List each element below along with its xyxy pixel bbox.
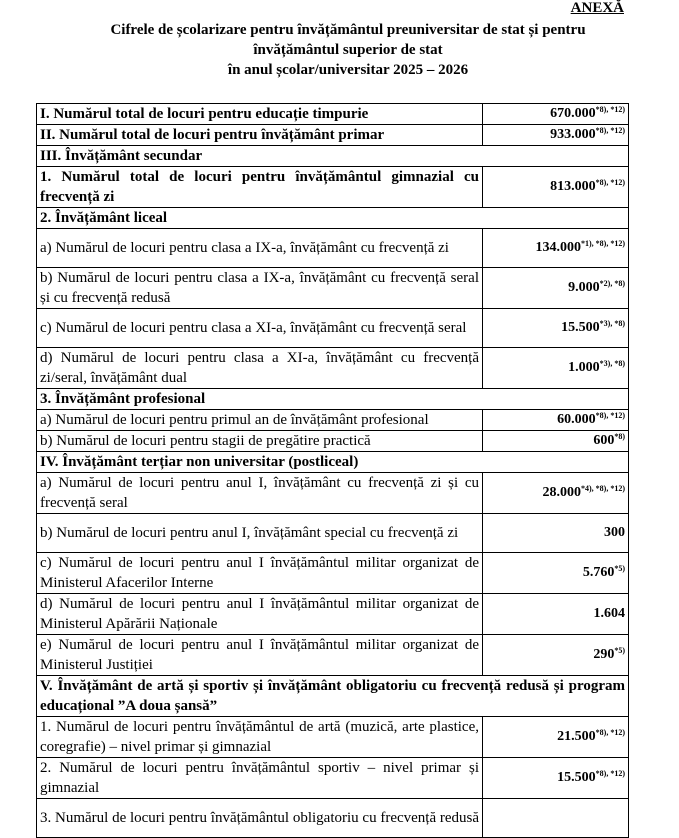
row-value xyxy=(483,799,629,838)
row-label: b) Numărul de locuri pentru stagii de pregătire practică xyxy=(37,431,483,452)
row-value: $1.000^{*3), *8)}$ xyxy=(483,348,629,389)
footnote-ref: *8), *12) xyxy=(595,728,625,737)
table-row xyxy=(37,758,629,799)
row-value: $60.000^{*8), *12)}$ xyxy=(483,410,629,431)
row-value: $28.000^{*4), *8), *12)}$ xyxy=(483,473,629,514)
enrollment-table xyxy=(36,103,629,838)
section-row xyxy=(37,452,629,473)
footnote-ref: *8), *12) xyxy=(595,769,625,778)
section-heading: IV. Învățământ terțiar non universitar (postliceal) xyxy=(37,452,629,473)
table-row xyxy=(37,410,629,431)
row-label: a) Numărul de locuri pentru clasa a IX-a, învățământ cu frecvență zi xyxy=(37,229,483,268)
section-heading: 2. Învățământ liceal xyxy=(37,208,629,229)
footnote-ref: *4), *8), *12) xyxy=(581,484,625,493)
row-label: b) Numărul de locuri pentru anul I, învățământ special cu frecvență zi xyxy=(37,514,483,553)
table-row xyxy=(37,125,629,146)
footnote-ref: *8), *12) xyxy=(595,126,625,135)
title-line-1: Cifrele de școlarizare pentru învățământul preuniversitar de stat și pentru xyxy=(110,22,586,38)
section-row xyxy=(37,208,629,229)
row-label: 1. Numărul de locuri pentru învățământul de artă (muzică, arte plastice, coregrafie) – nivel primar și gimnazial xyxy=(37,717,483,758)
title-line-2: învățământul superior de stat xyxy=(253,42,443,58)
footnote-ref: *8) xyxy=(614,432,625,441)
table-row xyxy=(37,594,629,635)
section-row xyxy=(37,389,629,410)
footnote-ref: *3), *8) xyxy=(599,359,625,368)
footnote-ref: *8), *12) xyxy=(595,411,625,420)
section-row xyxy=(37,676,629,717)
document-title xyxy=(60,20,636,80)
row-value: $9.000^{*2), *8)}$ xyxy=(483,268,629,309)
row-value: 300 xyxy=(483,514,629,553)
row-value: $670.000^{*8), *12)}$ xyxy=(483,104,629,125)
row-label: 2. Numărul de locuri pentru învățământul sportiv – nivel primar și gimnazial xyxy=(37,758,483,799)
section-heading: 3. Învățământ profesional xyxy=(37,389,629,410)
row-value: 5.760$^{*5)}$ xyxy=(483,553,629,594)
table-row xyxy=(37,473,629,514)
table-row xyxy=(37,635,629,676)
row-label: 1. Numărul total de locuri pentru învățământul gimnazial cu frecvență zi xyxy=(37,167,483,208)
row-value: $813.000^{*8), *12)}$ xyxy=(483,167,629,208)
row-label: b) Numărul de locuri pentru clasa a IX-a, învățământ cu frecvență seral și cu frecvență redusă xyxy=(37,268,483,309)
section-row xyxy=(37,146,629,167)
row-value: 600$^{*8)}$ xyxy=(483,431,629,452)
table-row xyxy=(37,717,629,758)
section-heading: III. Învățământ secundar xyxy=(37,146,629,167)
table-row xyxy=(37,431,629,452)
annex-label: ANEXĂ xyxy=(570,0,624,16)
footnote-ref: *5) xyxy=(614,564,625,573)
footnote-ref: *3), *8) xyxy=(599,319,625,328)
row-label: a) Numărul de locuri pentru primul an de învățământ profesional xyxy=(37,410,483,431)
row-label: c) Numărul de locuri pentru clasa a XI-a, învățământ cu frecvență seral xyxy=(37,309,483,348)
row-label: II. Numărul total de locuri pentru învățământ primar xyxy=(37,125,483,146)
table-row xyxy=(37,799,629,838)
table-row xyxy=(37,268,629,309)
row-label: c) Numărul de locuri pentru anul I învățământul militar organizat de Ministerul Afacerilor Interne xyxy=(37,553,483,594)
row-label: a) Numărul de locuri pentru anul I, învățământ cu frecvență zi și cu frecvență seral xyxy=(37,473,483,514)
row-value: $15.500^{*3), *8)}$ xyxy=(483,309,629,348)
title-line-3: în anul școlar/universitar 2025 – 2026 xyxy=(227,62,469,78)
footnote-ref: *1), *8), *12) xyxy=(581,239,625,248)
row-label: d) Numărul de locuri pentru anul I învățământul militar organizat de Ministerul Apărării Naționale xyxy=(37,594,483,635)
footnote-ref: *8), *12) xyxy=(595,178,625,187)
row-label: d) Numărul de locuri pentru clasa a XI-a, învățământ cu frecvență zi/seral, învățământ dual xyxy=(37,348,483,389)
footnote-ref: *8), *12) xyxy=(595,105,625,114)
footnote-ref: *2), *8) xyxy=(599,279,625,288)
table-row xyxy=(37,104,629,125)
table-row xyxy=(37,553,629,594)
row-label: 3. Numărul de locuri pentru învățământul obligatoriu cu frecvență redusă xyxy=(37,799,483,838)
row-label: I. Numărul total de locuri pentru educație timpurie xyxy=(37,104,483,125)
table-row xyxy=(37,348,629,389)
row-value: $933.000^{*8), *12)}$ xyxy=(483,125,629,146)
row-value: $21.500^{*8), *12)}$ xyxy=(483,717,629,758)
table-row xyxy=(37,514,629,553)
section-heading: V. Învățământ de artă și sportiv și învățământ obligatoriu cu frecvență redusă și program educațional ”A doua șansă” xyxy=(37,676,629,717)
row-value: $15.500^{*8), *12)}$ xyxy=(483,758,629,799)
row-value: 1.604 xyxy=(483,594,629,635)
table-row xyxy=(37,229,629,268)
row-label: e) Numărul de locuri pentru anul I învățământul militar organizat de Ministerul Justiției xyxy=(37,635,483,676)
row-value: 290$^{*5)}$ xyxy=(483,635,629,676)
table-row xyxy=(37,309,629,348)
table-row xyxy=(37,167,629,208)
row-value: $134.000^{*1), *8), *12)}$ xyxy=(483,229,629,268)
footnote-ref: *5) xyxy=(614,646,625,655)
